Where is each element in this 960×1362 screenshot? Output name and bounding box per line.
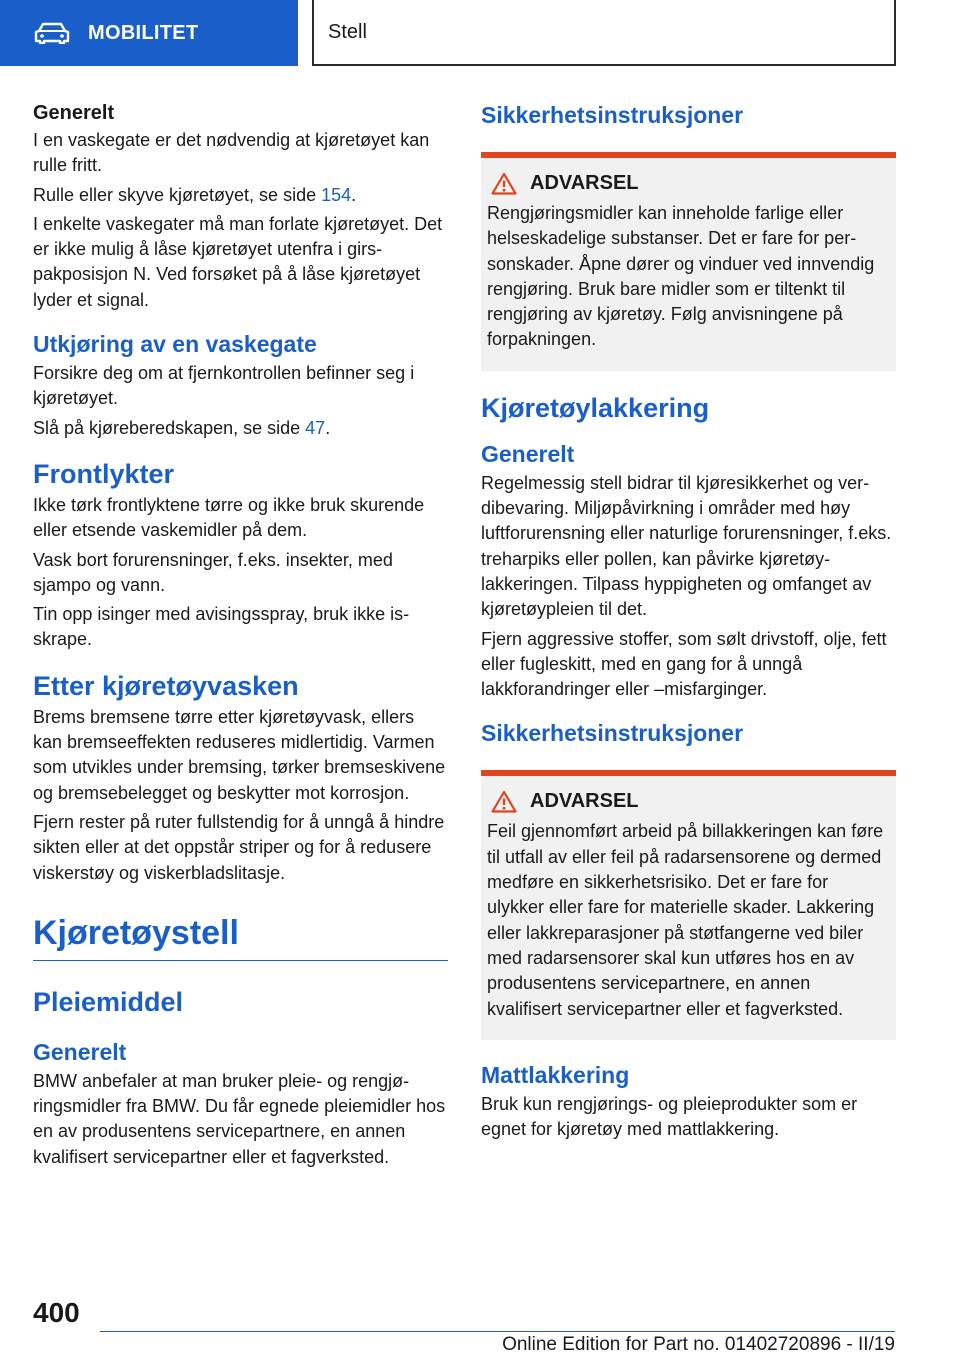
paragraph: Bruk kun rengjørings- og pleieprodukter som er egnet for kjøretøy med mattlakkering.: [481, 1093, 858, 1140]
heading-generelt-2: Generelt: [33, 1038, 127, 1065]
left-column: [33, 100, 448, 1174]
warning-triangle-icon: [491, 790, 517, 813]
paragraph: Ikke tørk frontlyktene tørre og ikke bruk skurende eller etsende vaskemidler på dem.: [33, 494, 425, 541]
page-header: [0, 0, 960, 66]
warning-box: [481, 152, 896, 371]
warning-title: ADVARSEL: [530, 172, 639, 194]
paragraph: BMW anbefaler at man bruker pleie- og rengjøringsmidler fra BMW. Du får egnede pleiemidler hos en av produsentens servicepartnere, en annen kvalifisert servicepartner eller et fagverksted.: [33, 1070, 446, 1167]
paragraph: Vask bort forurensninger, f.eks. insekter, med sjampo og vann.: [33, 549, 393, 595]
text: .: [351, 184, 357, 205]
heading-etter-vask: Etter kjøretøyvasken: [33, 670, 299, 701]
warning-header: [491, 172, 890, 195]
warning-triangle-icon: [491, 172, 517, 195]
warning-text: Feil gjennomført arbeid på billakkeringen kan føre til utfall av eller feil på radarsensorene og dermed medføre en sikkerhetsrisiko. Det er fare for ulykker eller fare for materielle skader. Lakkering eller lakkreparasjoner på støtfangerne ved biler med radarsensorer skal kun utføres hos en av produsentens servicepartnere, en annen kvalifisert servicepartner eller et fagverksted.: [487, 821, 884, 1019]
car-icon: [34, 22, 70, 44]
heading-mattlakkering: Mattlakkering: [481, 1061, 630, 1088]
paragraph: Tin opp isinger med avisingsspray, bruk ikke isskrape.: [33, 604, 410, 650]
warning-box: [481, 770, 896, 1039]
section-label: MOBILITET: [88, 21, 199, 44]
heading-utkjoring: Utkjøring av en vaskegate: [33, 331, 317, 358]
warning-title: ADVARSEL: [530, 790, 639, 813]
chapter-title: Stell: [312, 0, 896, 66]
warning-header: [491, 790, 890, 813]
heading-pleiemiddel: Pleiemiddel: [33, 986, 184, 1017]
paragraph: Brems bremsene tørre etter kjøretøyvask, ellers kan bremseeffekten reduseres midlertidig. Varmen som utvikles under bremsing, tørker bremseskivene og bremsebelegget og beskytter mot korrosjon.: [33, 706, 446, 803]
heading-generelt-3: Generelt: [481, 440, 575, 467]
text: Slå på kjøreberedskapen, se side: [33, 417, 306, 438]
page-number: 400: [33, 1297, 80, 1328]
paragraph: [33, 416, 448, 441]
paragraph: I en vaskegate er det nødvendig at kjøretøyet kan rulle fritt.: [33, 130, 430, 176]
page-link-154[interactable]: 154: [321, 184, 352, 205]
paragraph: Fjern rester på ruter fullstendig for å unngå å hindre sikten eller at det oppstår striper og for å redusere viskerstøy og viskerbladslitasje.: [33, 811, 445, 883]
heading-lakkering: Kjøretøylakkering: [481, 392, 710, 423]
text: Rulle eller skyve kjøretøyet, se side: [33, 184, 322, 205]
page-link-47[interactable]: 47: [305, 417, 326, 438]
section-tab[interactable]: [0, 0, 298, 66]
right-column: [481, 100, 896, 1146]
paragraph: [33, 183, 448, 208]
warning-text: Rengjøringsmidler kan inneholde farlige eller helseskadelige substanser. Det er fare for personskader. Åpne dører og vinduer ved innvendig rengjøring. Bruk bare midler som er tiltenkt til rengjøring av kjøretøy. Følg anvisningene på forpakningen.: [487, 203, 875, 350]
heading-generelt: Generelt: [33, 102, 115, 124]
paragraph: I enkelte vaskegater må man forlate kjøretøyet. Det er ikke mulig å låse kjøretøyet utenfra i girspakposisjon N. Ved forsøket på å låse kjøretøyet lyder et signal.: [33, 213, 443, 310]
paragraph: Fjern aggressive stoffer, som sølt drivstoff, olje, fett eller fugleskitt, med en gang for å unngå lakkforandringer eller –misfarginger.: [481, 628, 887, 700]
text: .: [325, 417, 331, 438]
heading-frontlykter: Frontlykter: [33, 458, 175, 489]
edition-info: Online Edition for Part no. 01402720896 - II/19: [502, 1334, 895, 1355]
paragraph: Regelmessig stell bidrar til kjøresikkerhet og verdibevaring. Miljøpåvirkning i områder med høy luftforurensning eller naturlige forurensninger, f.eks. treharpiks eller pollen, kan påvirke kjøretøylakkeringen. Tilpass hyppigheten og omfanget av kjøretøypleien til det.: [481, 472, 892, 620]
heading-sikkerhet-2: Sikkerhetsinstruksjoner: [481, 720, 744, 747]
heading-kjoretoystell: Kjøretøystell: [33, 912, 448, 961]
heading-sikkerhet-1: Sikkerhetsinstruksjoner: [481, 102, 744, 128]
paragraph: Forsikre deg om at fjernkontrollen befinner seg i kjøretøyet.: [33, 363, 415, 409]
footer-divider: [100, 1331, 895, 1332]
